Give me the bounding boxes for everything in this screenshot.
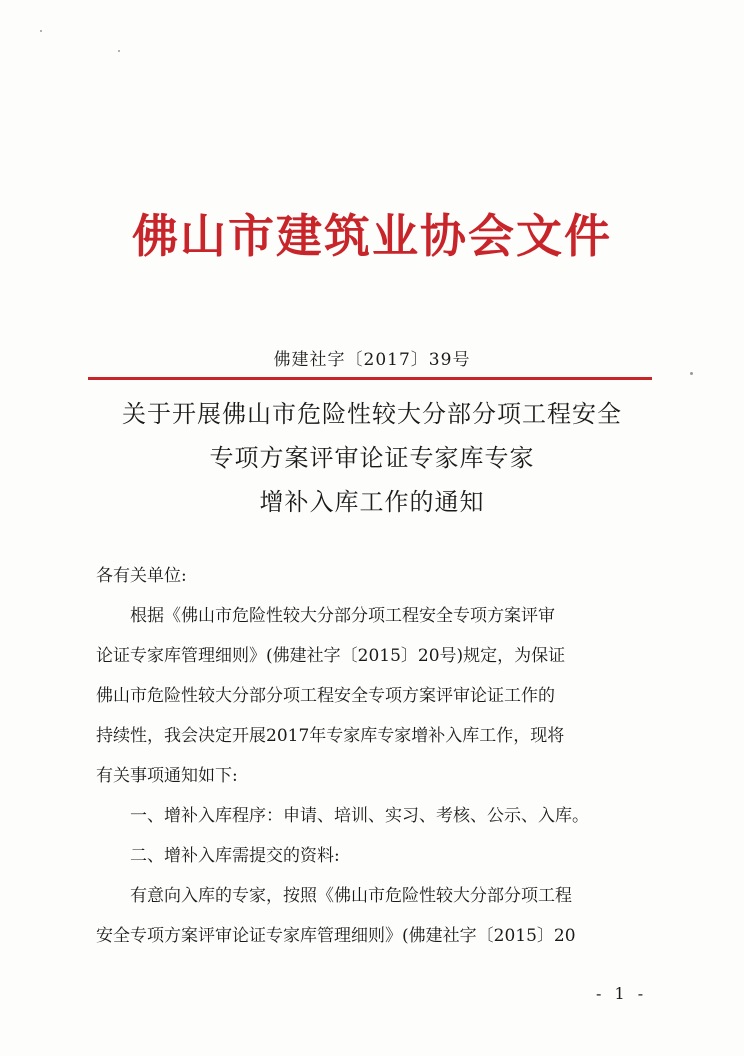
paragraph-1-line-3: 佛山市危险性较大分部分项工程安全专项方案评审论证工作的	[96, 686, 555, 706]
list-item-1: 一、增补入库程序：申请、培训、实习、考核、公示、入库。	[130, 806, 589, 826]
paragraph-2-line-1: 有意向入库的专家，按照《佛山市危险性较大分部分项工程	[130, 886, 572, 906]
red-divider-line	[88, 377, 652, 380]
notice-title-line-3: 增补入库工作的通知	[259, 488, 485, 516]
document-number: 佛建社字〔2017〕39号	[273, 350, 471, 370]
scan-speck	[40, 30, 42, 32]
scan-speck	[118, 50, 120, 52]
page-number: - 1 -	[596, 984, 648, 1003]
document-body	[96, 556, 656, 956]
paragraph-2-line-2: 安全专项方案评审论证专家库管理细则》(佛建社字〔2015〕20	[96, 926, 576, 946]
salutation: 各有关单位:	[96, 566, 187, 586]
paragraph-1-line-5: 有关事项通知如下:	[96, 766, 238, 786]
scan-speck	[690, 372, 693, 375]
notice-title-line-2: 专项方案评审论证专家库专家	[209, 444, 535, 472]
paragraph-1-line-4: 持续性，我会决定开展2017年专家库专家增补入库工作，现将	[96, 726, 565, 746]
paragraph-1-line-1: 根据《佛山市危险性较大分部分项工程安全专项方案评审	[130, 606, 555, 626]
notice-title	[0, 392, 744, 524]
paragraph-1-line-2: 论证专家库管理细则》(佛建社字〔2015〕20号)规定，为保证	[96, 646, 566, 666]
org-header-title: 佛山市建筑业协会文件	[132, 209, 612, 263]
list-item-2: 二、增补入库需提交的资料:	[130, 846, 340, 866]
notice-title-line-1: 关于开展佛山市危险性较大分部分项工程安全	[122, 400, 622, 428]
